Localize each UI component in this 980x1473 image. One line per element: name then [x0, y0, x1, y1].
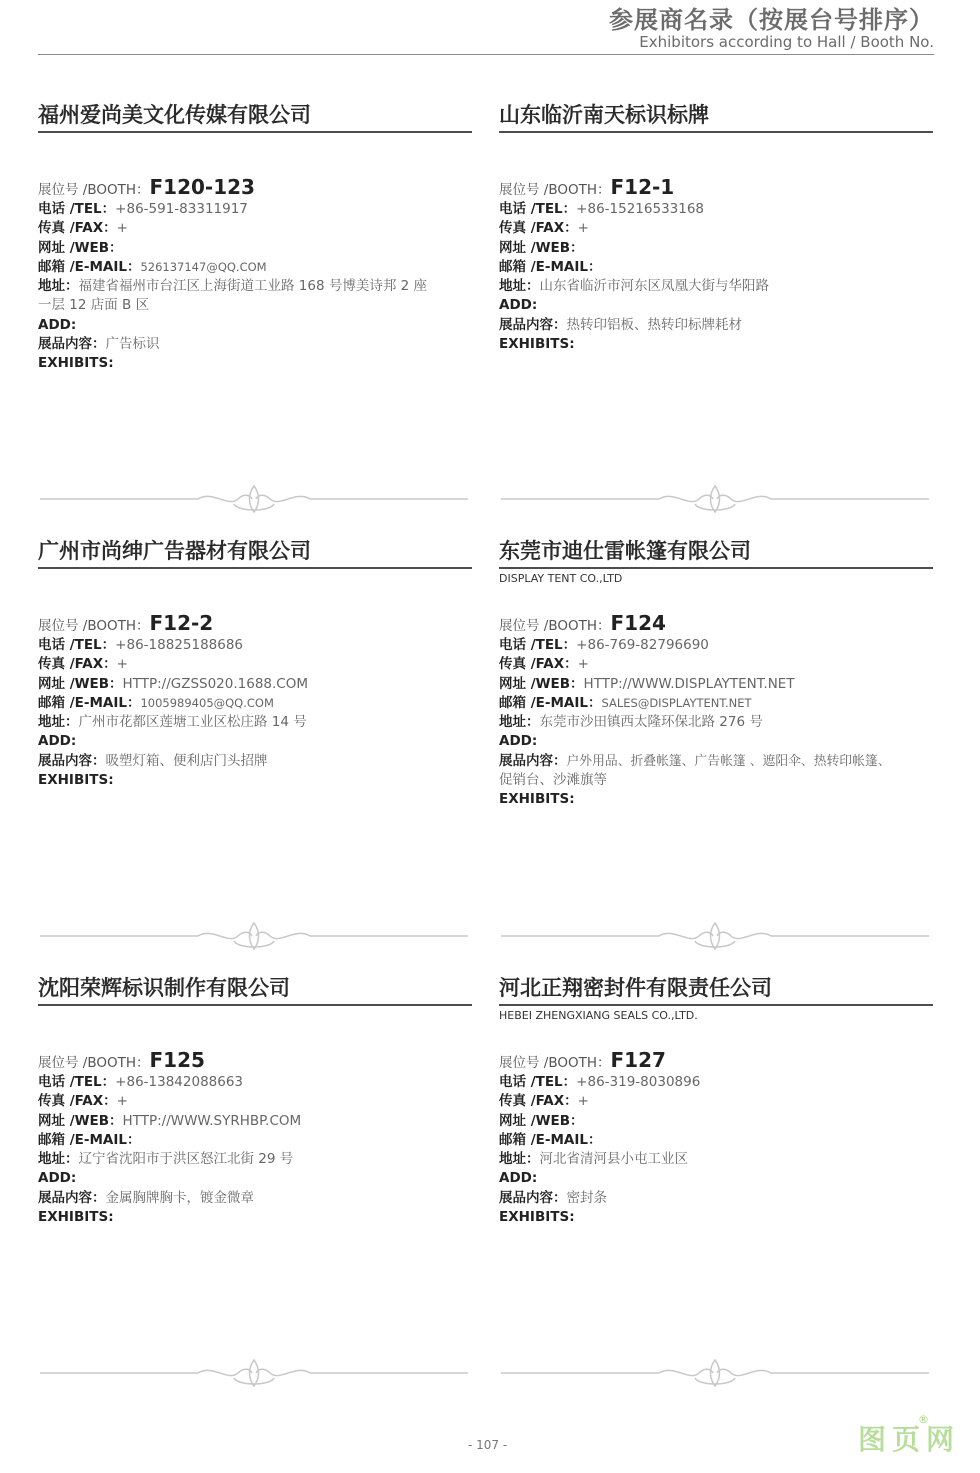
tel-row: [499, 636, 933, 655]
add-row: [499, 1169, 933, 1188]
booth-label: 展位号 /BOOTH：: [38, 182, 150, 198]
header-divider: [38, 54, 934, 55]
ornament-divider-icon: [38, 482, 470, 516]
booth-row: [499, 610, 933, 636]
tel-row: [38, 1073, 472, 1092]
company-name: 山东临沂南天标识标牌: [499, 103, 709, 127]
address-value: 山东省临沂市河东区凤凰大街与华阳路: [539, 278, 769, 295]
fax-label: 传真 /FAX：: [499, 1093, 578, 1110]
watermark-registered-mark: ®: [918, 1413, 929, 1426]
booth-label: 展位号 /BOOTH：: [499, 182, 611, 198]
exhibits-label: 展品内容：: [38, 752, 106, 769]
company-name-underline: [38, 567, 472, 569]
exhibits-value: 户外用品、折叠帐篷、广告帐篷 、遮阳伞、热转印帐篷、: [566, 753, 891, 769]
address-label: 地址：: [38, 278, 79, 295]
fax-label: 传真 /FAX：: [499, 220, 578, 237]
address-label: 地址：: [499, 278, 540, 295]
fax-row: [38, 655, 472, 674]
exhibits-label: 展品内容：: [499, 316, 567, 333]
exhibitor-card: [499, 100, 933, 380]
email-row: [499, 1131, 933, 1150]
email-label: 邮箱 /E-MAIL：: [38, 1131, 141, 1148]
exhibits-row: [499, 752, 933, 771]
page-number: - 107 -: [468, 1438, 508, 1452]
exhibits-en-row: [38, 1208, 472, 1227]
add-label: ADD:: [38, 316, 77, 333]
booth-number: F12-2: [149, 611, 214, 635]
address-row: [499, 1150, 933, 1169]
add-label: ADD:: [38, 733, 77, 750]
exhibitor-card: [38, 973, 472, 1253]
exhibits-en-label: EXHIBITS:: [38, 355, 114, 372]
tel-row: [499, 200, 933, 219]
web-value[interactable]: HTTP://WWW.SYRHBP.COM: [122, 1112, 302, 1129]
address-value: 福建省福州市台江区上海街道工业路 168 号博美诗邦 2 座: [78, 278, 428, 295]
fax-value: +: [116, 1093, 128, 1110]
exhibitor-fields: [38, 1047, 472, 1227]
email-label: 邮箱 /E-MAIL：: [499, 1131, 602, 1148]
address-value-continued: 一层 12 店面 B 区: [38, 297, 150, 314]
web-row: [499, 675, 933, 694]
address-value: 广州市花都区莲塘工业区松庄路 14 号: [78, 714, 307, 731]
add-row: [38, 316, 472, 335]
booth-number: F120-123: [149, 175, 255, 199]
fax-label: 传真 /FAX：: [38, 656, 117, 673]
fax-value: +: [577, 656, 589, 673]
exhibits-label: 展品内容：: [38, 336, 106, 353]
company-name-underline: [499, 567, 933, 569]
booth-number: F127: [610, 1048, 666, 1072]
booth-label: 展位号 /BOOTH：: [38, 1055, 150, 1071]
exhibits-row: [38, 335, 472, 354]
exhibits-en-row: [499, 335, 933, 354]
address-row: [499, 713, 933, 732]
tel-value: +86-769-82796690: [576, 637, 709, 653]
web-label: 网址 /WEB：: [499, 1112, 584, 1129]
address-label: 地址：: [499, 714, 540, 731]
exhibits-row: [499, 316, 933, 335]
company-name-underline: [38, 1004, 472, 1006]
exhibits-value: 金属胸牌胸卡，镀金微章: [105, 1189, 254, 1206]
header-title-cn: 参展商名录（按展台号排序）: [609, 6, 934, 34]
ornament-divider-icon: [38, 1356, 470, 1390]
exhibitor-fields: [499, 174, 933, 354]
fax-value: +: [116, 656, 128, 673]
watermark-logo: 图页网: [858, 1423, 961, 1456]
tel-value: +86-15216533168: [576, 201, 705, 217]
add-row: [38, 732, 472, 751]
exhibitor-fields: [38, 610, 472, 790]
fax-row: [38, 1092, 472, 1111]
exhibits-continued: [499, 771, 933, 790]
address-row: [38, 1150, 472, 1169]
exhibits-label: 展品内容：: [38, 1189, 106, 1206]
booth-label: 展位号 /BOOTH：: [499, 1055, 611, 1071]
exhibits-row: [38, 1189, 472, 1208]
exhibits-label: 展品内容：: [499, 752, 567, 769]
ornament-divider-icon: [499, 1356, 931, 1390]
exhibitor-card: [499, 973, 933, 1253]
email-value[interactable]: SALES@DISPLAYTENT.NET: [601, 695, 752, 710]
exhibits-en-label: EXHIBITS:: [499, 1209, 575, 1226]
exhibits-value: 密封条: [566, 1189, 607, 1206]
exhibitor-card: [499, 536, 933, 816]
web-row: [38, 239, 472, 258]
booth-label: 展位号 /BOOTH：: [38, 618, 150, 634]
add-row: [499, 296, 933, 315]
exhibitor-fields: [38, 174, 472, 374]
email-row: [38, 694, 472, 713]
add-label: ADD:: [499, 297, 538, 314]
fax-value: +: [116, 220, 128, 237]
email-label: 邮箱 /E-MAIL：: [499, 694, 602, 711]
web-row: [499, 1112, 933, 1131]
web-value[interactable]: HTTP://WWW.DISPLAYTENT.NET: [583, 675, 795, 692]
fax-row: [499, 1092, 933, 1111]
booth-row: [499, 1047, 933, 1073]
booth-row: [499, 174, 933, 200]
exhibits-en-label: EXHIBITS:: [499, 336, 575, 353]
fax-value: +: [577, 1093, 589, 1110]
address-row: [38, 713, 472, 732]
email-label: 邮箱 /E-MAIL：: [38, 258, 141, 275]
booth-label: 展位号 /BOOTH：: [499, 618, 611, 634]
exhibits-row: [499, 1189, 933, 1208]
tel-value: +86-591-83311917: [115, 201, 248, 217]
tel-label: 电话 /TEL：: [38, 201, 116, 217]
email-value[interactable]: 526137147@QQ.COM: [140, 259, 267, 274]
web-row: [38, 675, 472, 694]
exhibitor-card: [38, 536, 472, 816]
email-row: [38, 1131, 472, 1150]
ornament-divider-icon: [38, 919, 470, 953]
exhibits-en-label: EXHIBITS:: [38, 1209, 114, 1226]
address-label: 地址：: [38, 714, 79, 731]
address-continued: [38, 296, 472, 315]
exhibits-en-row: [499, 790, 933, 809]
exhibits-row: [38, 752, 472, 771]
email-row: [499, 258, 933, 277]
ornament-divider-icon: [499, 482, 931, 516]
company-name: 河北正翔密封件有限责任公司: [499, 976, 772, 1000]
web-row: [38, 1112, 472, 1131]
exhibits-value: 吸塑灯箱、便利店门头招牌: [105, 752, 268, 769]
exhibits-en-row: [499, 1208, 933, 1227]
exhibits-en-row: [38, 771, 472, 790]
tel-row: [499, 1073, 933, 1092]
web-label: 网址 /WEB：: [38, 239, 123, 256]
tel-value: +86-13842088663: [115, 1074, 244, 1090]
company-name: 东莞市迪仕雷帐篷有限公司: [499, 539, 751, 563]
exhibits-label: 展品内容：: [499, 1189, 567, 1206]
exhibits-value: 热转印铝板、热转印标牌耗材: [566, 316, 742, 333]
tel-label: 电话 /TEL：: [38, 1074, 116, 1090]
add-label: ADD:: [499, 1170, 538, 1187]
booth-number: F12-1: [610, 175, 675, 199]
tel-label: 电话 /TEL：: [499, 201, 577, 217]
booth-row: [38, 610, 472, 636]
fax-label: 传真 /FAX：: [38, 1093, 117, 1110]
email-value[interactable]: 1005989405@QQ.COM: [140, 695, 274, 710]
tel-label: 电话 /TEL：: [499, 637, 577, 653]
web-label: 网址 /WEB：: [38, 675, 123, 692]
email-row: [38, 258, 472, 277]
booth-number: F125: [149, 1048, 205, 1072]
address-value: 东莞市沙田镇西太隆环保北路 276 号: [539, 714, 763, 731]
web-label: 网址 /WEB：: [38, 1112, 123, 1129]
fax-row: [38, 219, 472, 238]
fax-label: 传真 /FAX：: [499, 656, 578, 673]
address-value: 辽宁省沈阳市于洪区怒江北街 29 号: [78, 1151, 294, 1168]
exhibits-value: 广告标识: [105, 336, 160, 353]
tel-row: [38, 636, 472, 655]
company-name-en: DISPLAY TENT CO.,LTD: [499, 572, 623, 585]
header-title-en: Exhibitors according to Hall / Booth No.: [639, 33, 934, 51]
company-name: 广州市尚绅广告器材有限公司: [38, 539, 311, 563]
exhibits-value-continued: 促销台、沙滩旗等: [499, 772, 607, 789]
tel-value: +86-18825188686: [115, 637, 244, 653]
exhibitor-fields: [499, 610, 933, 810]
add-label: ADD:: [38, 1170, 77, 1187]
fax-label: 传真 /FAX：: [38, 220, 117, 237]
booth-number: F124: [610, 611, 666, 635]
address-row: [499, 277, 933, 296]
exhibitor-card: [38, 100, 472, 380]
company-name: 沈阳荣辉标识制作有限公司: [38, 976, 290, 1000]
exhibits-en-label: EXHIBITS:: [499, 791, 575, 808]
tel-value: +86-319-8030896: [576, 1074, 701, 1090]
email-row: [499, 694, 933, 713]
web-row: [499, 239, 933, 258]
address-label: 地址：: [38, 1151, 79, 1168]
address-value: 河北省清河县小屯工业区: [539, 1151, 688, 1168]
fax-row: [499, 219, 933, 238]
fax-row: [499, 655, 933, 674]
email-label: 邮箱 /E-MAIL：: [38, 694, 141, 711]
address-row: [38, 277, 472, 296]
page-header: [0, 0, 980, 60]
tel-row: [38, 200, 472, 219]
exhibits-en-label: EXHIBITS:: [38, 772, 114, 789]
address-label: 地址：: [499, 1151, 540, 1168]
email-label: 邮箱 /E-MAIL：: [499, 258, 602, 275]
web-label: 网址 /WEB：: [499, 239, 584, 256]
web-value[interactable]: HTTP://GZSS020.1688.COM: [122, 675, 308, 692]
web-label: 网址 /WEB：: [499, 675, 584, 692]
exhibitor-fields: [499, 1047, 933, 1227]
booth-row: [38, 174, 472, 200]
company-name-underline: [499, 131, 933, 133]
add-row: [499, 732, 933, 751]
exhibits-en-row: [38, 354, 472, 373]
tel-label: 电话 /TEL：: [38, 637, 116, 653]
add-label: ADD:: [499, 733, 538, 750]
fax-value: +: [577, 220, 589, 237]
add-row: [38, 1169, 472, 1188]
company-name-underline: [38, 131, 472, 133]
company-name-en: HEBEI ZHENGXIANG SEALS CO.,LTD.: [499, 1009, 698, 1022]
booth-row: [38, 1047, 472, 1073]
tel-label: 电话 /TEL：: [499, 1074, 577, 1090]
company-name: 福州爱尚美文化传媒有限公司: [38, 103, 311, 127]
company-name-underline: [499, 1004, 933, 1006]
ornament-divider-icon: [499, 919, 931, 953]
